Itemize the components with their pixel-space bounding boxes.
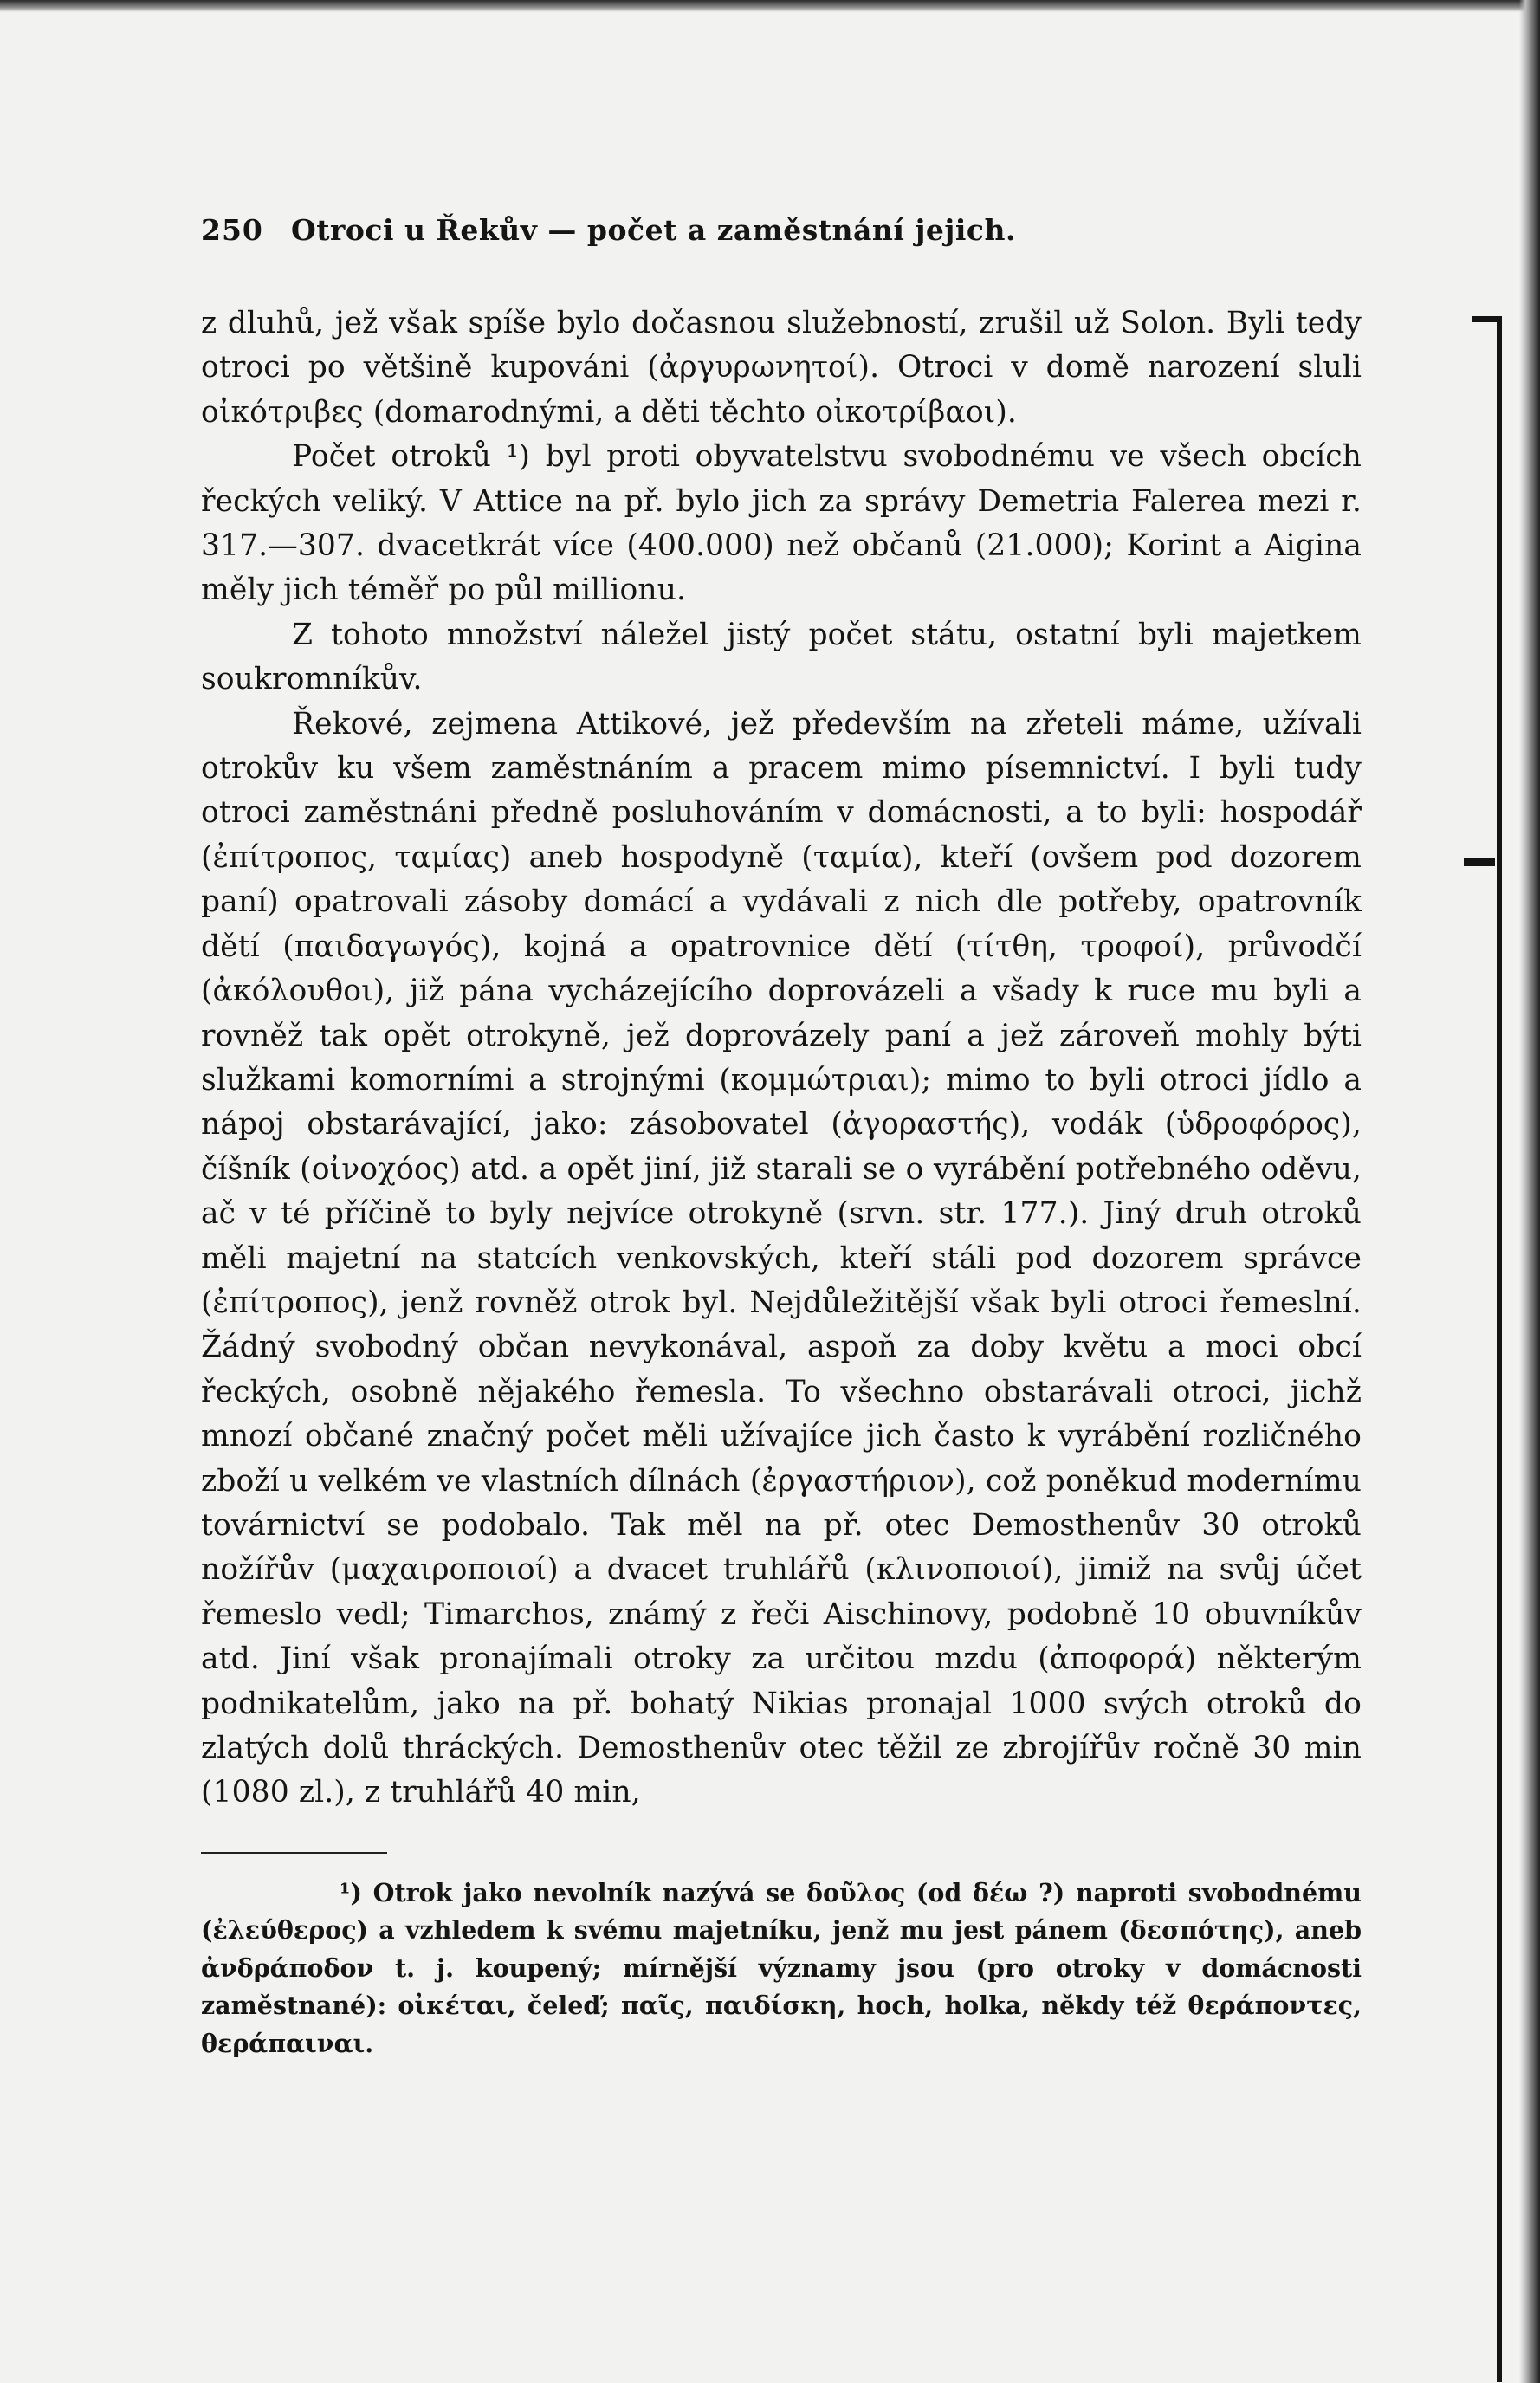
binding-bracket-mid (1464, 858, 1495, 866)
footnote: ¹) Otrok jako nevolník nazývá se δοῦλος (od δέω ?) naproti svobodnému (ἐλεύθερος) a vzhledem k svému majetníku, jenž mu jest pánem (δεσπότης), aneb ἀνδράποδον t. j. koupený; mírnější významy jsou (pro otroky v domácnosti zaměstnané): οἰκέται, čeleď; παῖς, παιδίσκη, hoch, holka, někdy též θεράποντες, θεράπαιναι. (201, 1877, 1362, 2058)
binding-bracket-top (1472, 316, 1500, 322)
binding-bracket (1497, 316, 1502, 2382)
page-number: 250 (201, 213, 263, 247)
scan-edge-top (0, 0, 1540, 12)
paragraph-4: Řekové, zejmena Attikové, jež především na zřeteli máme, užívali otrokův ku všem zaměstnáním a pracem mimo písemnictví. I byli tudy otroci zaměstnáni předně posluhováním v domácnosti, a to byli: hospodář (ἐπίτροπος, ταμίας) aneb hospodyně (ταμία), kteří (ovšem pod dozorem paní) opatrovali zásoby domácí a vydávali z nich dle potřeby, opatrovník dětí (παιδαγωγός), kojná a opatrovnice dětí (τίτθη, τροφοί), průvodčí (ἀκόλουθοι), již pána vycházejícího doprovázeli a všady k ruce mu byli a rovněž tak opět otrokyně, jež doprovázely paní a jež zároveň mohly býti služkami komorními a strojnými (κομμώτριαι); mimo to byli otroci jídlo a nápoj obstarávající, jako: zásobovatel (ἀγοραστής), vodák (ὑδροφόρος), číšník (οἰνοχόος) atd. a opět jiní, již starali se o vyrábění potřebného oděvu, ač v té příčině to byly nejvíce otrokyně (srvn. str. 177.). Jiný druh otroků měli majetní na statcích venkovských, kteří stáli pod dozorem správce (ἐπίτροπος), jenž rovněž otrok byl. Nejdůležitější však byli otroci řemeslní. Žádný svobodný občan nevykonával, aspoň za doby květu a moci obcí řeckých, osobně nějakého řemesla. To všechno obstarávali otroci, jichž mnozí občané značný počet měli užívajíce jich často k vyrábění rozličného zboží u velkém ve vlastních dílnách (ἐργαστήριον), což poněkud modernímu továrnictví se podobalo. Tak měl na př. otec Demosthenův 30 otroků nožířův (μαχαιροποιοί) a dvacet truhlářů (κλινοποιοί), jimiž na svůj účet řemeslo vedl; Timarchos, známý z řeči Aischinovy, podobně 10 obuvníkův atd. Jiní však pronajímali otroky za určitou mzdu (ἀποφορά) některým podnikatelům, jako na př. bohatý Nikias pronajal 1000 svých otroků do zlatých dolů thráckých. Demosthenův otec těžil ze zbrojířův ročně 30 min (1080 zl.), z truhlářů 40 min, (201, 706, 1362, 1810)
body-text (201, 301, 1362, 1816)
running-title: Otroci u Řekův — počet a zaměstnání jejich. (291, 213, 1016, 247)
page (201, 213, 1362, 2062)
scan-edge-right (1519, 0, 1540, 2383)
paragraph-1: z dluhů, jež však spíše bylo dočasnou služebností, zrušil už Solon. Byli tedy otroci po většině kupováni (ἀργυρωνητοί). Otroci v domě narození sluli οἰκότριβες (domarodnými, a děti těchto οἰκοτρίβαοι). (201, 306, 1362, 430)
paragraph-3: Z tohoto množství náležel jistý počet státu, ostatní byli majetkem soukromníkův. (201, 617, 1362, 697)
paragraph-2: Počet otroků ¹) byl proti obyvatelstvu svobodnému ve všech obcích řeckých veliký. V Attice na př. bylo jich za správy Demetria Falerea mezi r. 317.—307. dvacetkrát více (400.000) než občanů (21.000); Korint a Aigina měly jich téměř po půl millionu. (201, 439, 1362, 608)
footnote-rule (201, 1852, 387, 1854)
running-header (201, 213, 1362, 258)
